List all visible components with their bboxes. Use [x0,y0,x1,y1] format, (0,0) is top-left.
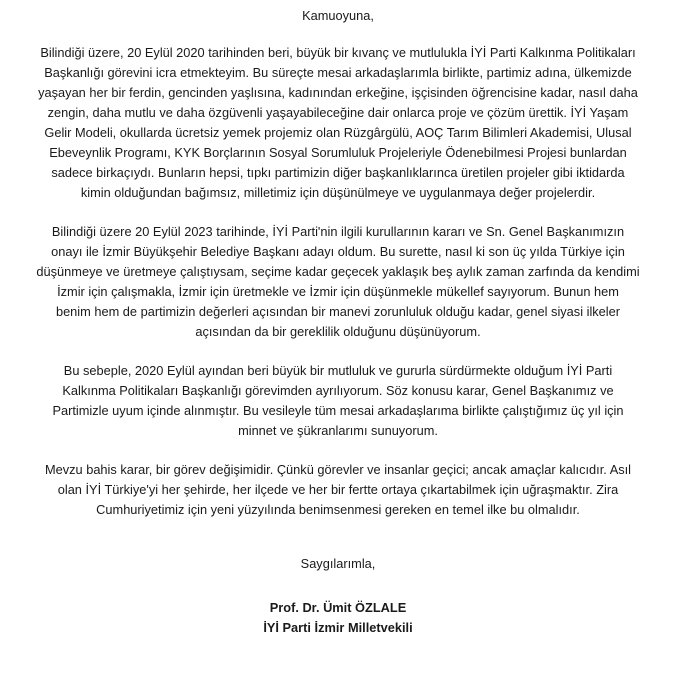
paragraph-line: Ebeveynlik Programı, KYK Borçlarının Sosyal Sorumluluk Projeleriyle Ödenebilmesi Projesi bunlardan [49,145,627,160]
paragraph-line: minnet ve şükranlarımı sunuyorum. [238,423,438,438]
signature-block [14,598,662,638]
paragraph-line: İzmir için çalışmakla, İzmir için üretmekle ve İzmir için düşünmekle mükellef sayıyorum. Bunun hem [57,284,619,299]
paragraph-gorev-degisimi [14,460,662,520]
salutation: Kamuoyuna, [302,8,374,23]
signature-title: İYİ Parti İzmir Milletvekili [263,620,413,635]
paragraph-line: Bilindiği üzere, 20 Eylül 2020 tarihinden beri, büyük bir kıvanç ve mutlulukla İYİ Parti Kalkınma Politikaları [40,45,636,60]
paragraph-line: Bilindiği üzere 20 Eylül 2023 tarihinde, İYİ Parti'nin ilgili kurullarının kararı ve Sn. Genel Başkanımızın [51,224,625,239]
paragraph-line: sadece birkaçıydı. Bunların hepsi, tıpkı partimizin diğer başkanlıklarınca üretilen projeler gibi iktidarda [51,165,625,180]
paragraph-line: Başkanlığı görevini icra etmekteyim. Bu süreçte mesai arkadaşlarımla birlikte, partimiz adına, ülkemizde [44,65,632,80]
paragraph-line: Mevzu bahis karar, bir görev değişimidir. Çünkü görevler ve insanlar geçici; ancak amaçlar kalıcıdır. Asıl [44,462,632,477]
paragraph-line: yaşayan her bir ferdin, gencinden yaşlısına, kadınından erkeğine, işçisinden öğrencisine kadar, nasıl daha [38,85,638,100]
paragraph-line: onayı ile İzmir Büyükşehir Belediye Başkanı adayı oldum. Bu surette, nasıl ki son üç yılda Türkiye için [51,244,625,259]
signature-name: Prof. Dr. Ümit ÖZLALE [269,600,407,615]
closing: Saygılarımla, [300,556,376,571]
paragraph-line: düşünmeye ve üretmeye çalıştıysam, seçime kadar geçecek yaklaşık beş aylık zaman zarfında da kendimi [36,264,640,279]
paragraph-line: kimin olduğundan bağımsız, milletimiz için düşünülmeye ve uygulanmaya değer projelerdir. [80,185,596,200]
paragraph-line: olan İYİ Türkiye'yi her şehirde, her ilçede ve her bir fertte ortaya çıkartabilmek için uğraşmaktır. Zira [57,482,619,497]
paragraph-line: Partimizle uyum içinde alınmıştır. Bu vesileyle tüm mesai arkadaşlarıma birlikte çalıştığımız üç yıl için [52,403,624,418]
paragraph-line: zengin, daha mutlu ve daha özgüvenli yaşayabileceğine dair onlarca proje ve çözüm ürettik. İYİ Yaşam [47,105,629,120]
paragraph-line: Cumhuriyetimiz için yeni yüzyılında benimsenmesi gereken en temel ilke bu olmalıdır. [96,502,580,517]
paragraph-line: açısından da bir gereklilik olduğunu düşünüyorum. [195,324,481,339]
paragraph-line: Bu sebeple, 2020 Eylül ayından beri büyük bir mutluluk ve gururla sürdürmekte olduğum İYİ Parti [63,363,613,378]
paragraph-kalkinma-politikalari [14,43,662,203]
paragraph-line: Gelir Modeli, okullarda ücretsiz yemek projemiz olan Rüzgârgülü, AOÇ Tarım Bilimleri Akademisi, Ulusal [44,125,632,140]
paragraph-izmir-adayligi [14,222,662,342]
paragraph-line: Kalkınma Politikaları Başkanlığı görevimden ayrılıyorum. Söz konusu karar, Genel Başkanımız ve [62,383,614,398]
paragraph-gorevden-ayrilma [14,361,662,441]
paragraph-line: benim hem de partimizin değerleri açısından bir manevi zorunluluk olduğu kadar, genel siyasi ilkeler [55,304,621,319]
